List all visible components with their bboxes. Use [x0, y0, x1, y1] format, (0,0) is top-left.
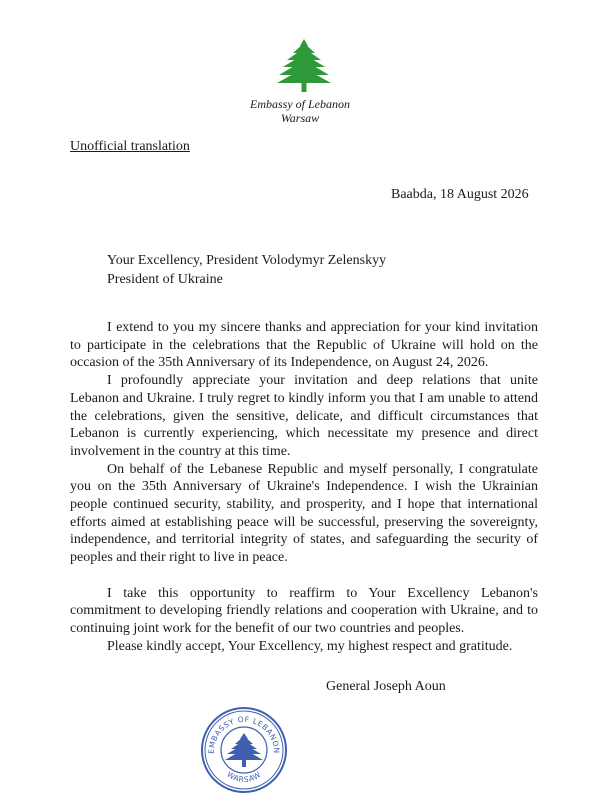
- stamp-bottom-text: WARSAW: [225, 769, 263, 785]
- body-paragraph-1: I extend to you my sincere thanks and appreciation for your kind invitation to participate in the celebrations that the Republic of Ukraine will hold on the occasion of the 35th Anniversary of its Independence, on August 24, 2026.: [70, 320, 538, 371]
- body-paragraph-5: Please kindly accept, Your Excellency, my highest respect and gratitude.: [107, 638, 513, 654]
- signature-name: General Joseph Aoun: [326, 679, 446, 694]
- translation-note: Unofficial translation: [70, 139, 190, 154]
- cedar-emblem-icon: [276, 37, 332, 93]
- body-paragraph-4: I take this opportunity to reaffirm to Your Excellency Lebanon's commitment to developing friendly relations and cooperation with Ukraine, and to continuing joint work for the benefit of our two countries and peoples.: [70, 585, 538, 636]
- svg-text:WARSAW: [225, 770, 262, 784]
- embassy-name: Embassy of Lebanon: [250, 97, 350, 111]
- letter-body: [70, 319, 538, 655]
- recipient-line-2: President of Ukraine: [107, 272, 223, 287]
- stamp-top-text: EMBASSY OF LEBANON: [206, 714, 282, 754]
- body-paragraph-3: On behalf of the Lebanese Republic and myself personally, I congratulate you on the 35th Anniversary of Ukraine's Independence. I wish the Ukrainian people continued security, stability, and prosperity, and I hope that international efforts aimed at establishing peace will be successful, preserving the sovereignty, independence, and territorial integrity of states, and safeguarding the security of peoples and their right to live in peace.: [70, 461, 538, 566]
- recipient-line-1: Your Excellency, President Volodymyr Zelenskyy: [107, 253, 387, 268]
- body-paragraph-2: I profoundly appreciate your invitation and deep relations that unite Lebanon and Ukraine. I truly regret to kindly inform you that I am unable to attend the celebrations, given the sensitive, delicate, and difficult circumstances that Lebanon is currently experiencing, which necessitate my presence and direct involvement in the country at this time.: [70, 373, 538, 459]
- embassy-stamp-icon: [200, 706, 288, 794]
- date-line: Baabda, 18 August 2026: [391, 187, 529, 202]
- embassy-city: Warsaw: [280, 111, 320, 125]
